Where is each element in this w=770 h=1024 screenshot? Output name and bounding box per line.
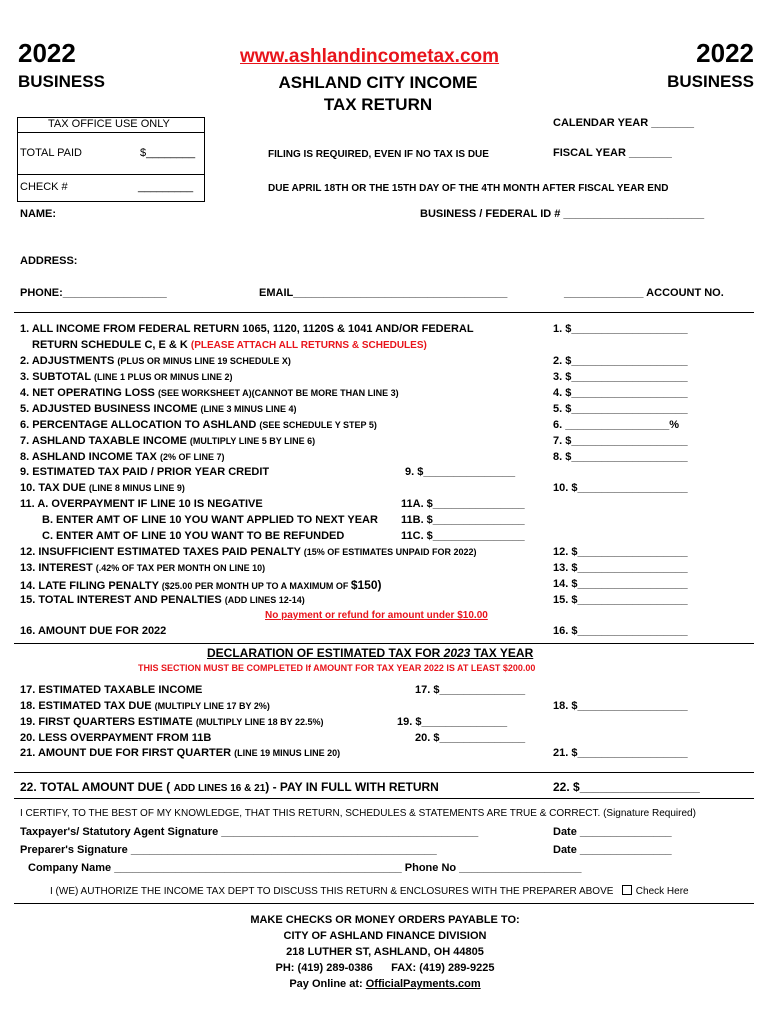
line-15-label (20, 594, 305, 606)
line-12-label (20, 546, 477, 558)
company-phone-field[interactable]: Company Name _______________________________________________ Phone No ____________________ (28, 862, 582, 874)
line-18-label (20, 700, 270, 712)
line-6-note: (SEE SCHEDULE Y STEP 5) (259, 420, 377, 430)
line-16-label: 16. AMOUNT DUE FOR 2022 (20, 625, 167, 637)
payee-phone: PH: (419) 289-0386 (275, 962, 373, 974)
line-2-note: (PLUS OR MINUS LINE 19 SCHEDULE X) (117, 356, 291, 366)
line-11b-field[interactable]: 11B. $_______________ (401, 514, 525, 526)
line-8-label (20, 451, 224, 463)
line-6-label (20, 419, 377, 431)
line-17-label: 17. ESTIMATED TAXABLE INCOME (20, 684, 203, 696)
line-14-note: ($25.00 PER MONTH UP TO A MAXIMUM OF (161, 581, 351, 591)
line-9-label: 9. ESTIMATED TAX PAID / PRIOR YEAR CREDIT (20, 466, 270, 478)
line-11b-label: B. ENTER AMT OF LINE 10 YOU WANT APPLIED TO NEXT YEAR (42, 514, 378, 526)
website-link[interactable]: www.ashlandincometax.com (240, 46, 500, 67)
account-number-field[interactable]: _____________ ACCOUNT NO. (564, 287, 724, 299)
line-15-label-main: 15. TOTAL INTEREST AND PENALTIES (20, 594, 225, 606)
line-7-label-main: 7. ASHLAND TAXABLE INCOME (20, 435, 190, 447)
form-title (228, 72, 528, 116)
declaration-title-post: TAX YEAR (470, 646, 534, 660)
authorization-statement (50, 885, 689, 897)
line-11a-label: 11. A. OVERPAYMENT IF LINE 10 IS NEGATIVE (20, 498, 263, 510)
line-1-label-cont (32, 339, 427, 351)
line-18-label-main: 18. ESTIMATED TAX DUE (20, 700, 155, 712)
line-10-label (20, 482, 185, 494)
line-16-field[interactable]: 16. $__________________ (553, 625, 688, 637)
line-1-label: 1. ALL INCOME FROM FEDERAL RETURN 1065, 1120, 1120S & 1041 AND/OR FEDERAL (20, 323, 474, 335)
line-5-label (20, 403, 297, 415)
line-1-field[interactable]: 1. $___________________ (553, 323, 688, 335)
due-date-note: DUE APRIL 18TH OR THE 15TH DAY OF THE 4TH MONTH AFTER FISCAL YEAR END (268, 183, 669, 194)
preparer-signature-field[interactable]: Preparer's Signature __________________________________________________ (20, 844, 437, 856)
line-15-field[interactable]: 15. $__________________ (553, 594, 688, 606)
line-14-label (20, 578, 382, 592)
total-paid-label: TOTAL PAID (20, 147, 82, 159)
line-12-field[interactable]: 12. $__________________ (553, 546, 688, 558)
line-13-label (20, 562, 265, 574)
line-11a-field[interactable]: 11A. $_______________ (401, 498, 525, 510)
check-number-label: CHECK # (20, 181, 68, 193)
line-22-label-main: 22. TOTAL AMOUNT DUE ( (20, 780, 174, 794)
line-8-note: (2% OF LINE 7) (159, 452, 225, 462)
total-paid-field[interactable]: $________ (140, 147, 196, 159)
line-19-field[interactable]: 19. $______________ (397, 716, 508, 728)
payee-fax: FAX: (419) 289-9225 (391, 962, 495, 974)
line-20-field[interactable]: 20. $______________ (415, 732, 526, 744)
line-14-label-main: 14. LATE FILING PENALTY (20, 580, 162, 592)
line-13-field[interactable]: 13. $__________________ (553, 562, 688, 574)
line-3-label-main: 3. SUBTOTAL (20, 371, 94, 383)
payee-address: 218 LUTHER ST, ASHLAND, OH 44805 (286, 946, 484, 958)
payee-phone-fax (0, 960, 770, 976)
line-4-label-main: 4. NET OPERATING LOSS (20, 387, 158, 399)
line-17-field[interactable]: 17. $______________ (415, 684, 526, 696)
line-4-note: (SEE WORKSHEET A)(CANNOT BE MORE THAN LINE 3) (157, 388, 399, 398)
line-18-field[interactable]: 18. $__________________ (553, 700, 688, 712)
line-8-label-main: 8. ASHLAND INCOME TAX (20, 451, 160, 463)
preparer-date-field[interactable]: Date _______________ (553, 844, 672, 856)
check-here-label: Check Here (635, 886, 689, 897)
line-2-label (20, 355, 291, 367)
email-field[interactable]: EMAIL___________________________________ (259, 287, 508, 299)
authorization-text: I (WE) AUTHORIZE THE INCOME TAX DEPT TO DISCUSS THIS RETURN & ENCLOSURES WITH THE PREPARER ABOVE (50, 886, 614, 897)
line-15-note: (ADD LINES 12-14) (224, 595, 305, 605)
line-5-label-main: 5. ADJUSTED BUSINESS INCOME (20, 403, 201, 415)
line-9-field[interactable]: 9. $_______________ (405, 466, 516, 478)
line-14-max: $150) (350, 578, 382, 592)
certification-statement: I CERTIFY, TO THE BEST OF MY KNOWLEDGE, THAT THIS RETURN, SCHEDULES & STATEMENTS ARE TRUE & CORRECT. (Signature Required) (20, 808, 696, 819)
payee-name: CITY OF ASHLAND FINANCE DIVISION (283, 930, 487, 942)
line-1-label-cont-main: RETURN SCHEDULE C, E & K (32, 339, 191, 351)
calendar-year-field[interactable]: CALENDAR YEAR _______ (553, 117, 695, 129)
taxpayer-signature-field[interactable]: Taxpayer's/ Statutory Agent Signature __________________________________________ (20, 826, 479, 838)
line-22-note: ADD LINES 16 & 21 (173, 783, 266, 794)
line-13-label-main: 13. INTEREST (20, 562, 96, 574)
line-10-label-main: 10. TAX DUE (20, 482, 89, 494)
line-12-label-main: 12. INSUFFICIENT ESTIMATED TAXES PAID PENALTY (20, 546, 304, 558)
line-13-note: (.42% OF TAX PER MONTH ON LINE 10) (95, 563, 266, 573)
name-label: NAME: (20, 208, 57, 220)
form-title-line1: ASHLAND CITY INCOME (278, 73, 478, 92)
authorize-checkbox[interactable] (622, 885, 632, 895)
line-21-label (20, 747, 340, 759)
pay-online-label: Pay Online at: (289, 978, 366, 990)
line-3-note: (LINE 1 PLUS OR MINUS LINE 2) (93, 372, 233, 382)
line-19-note: (MULTIPLY LINE 18 BY 22.5%) (195, 717, 324, 727)
line-7-label (20, 435, 315, 447)
line-14-field[interactable]: 14. $__________________ (553, 578, 688, 590)
line-10-note: (LINE 8 MINUS LINE 9) (88, 483, 185, 493)
line-2-label-main: 2. ADJUSTMENTS (20, 355, 118, 367)
address-label: ADDRESS: (20, 255, 78, 267)
year-right: 2022 (696, 38, 754, 68)
taxpayer-date-field[interactable]: Date _______________ (553, 826, 672, 838)
line-11c-field[interactable]: 11C. $_______________ (401, 530, 525, 542)
line-5-field[interactable]: 5. $___________________ (553, 403, 688, 415)
line-4-label (20, 387, 399, 399)
no-payment-note: No payment or refund for amount under $10.00 (265, 610, 488, 621)
line-2-field[interactable]: 2. $___________________ (553, 355, 688, 367)
line-7-note: (MULTIPLY LINE 5 BY LINE 6) (189, 436, 316, 446)
line-21-field[interactable]: 21. $__________________ (553, 747, 688, 759)
line-1-attach-note: (PLEASE ATTACH ALL RETURNS & SCHEDULES) (190, 340, 427, 351)
form-title-line2: TAX RETURN (323, 95, 433, 114)
line-5-note: (LINE 3 MINUS LINE 4) (200, 404, 297, 414)
filing-required-note: FILING IS REQUIRED, EVEN IF NO TAX IS DUE (268, 149, 489, 160)
year-left: 2022 (18, 38, 76, 68)
federal-id-field[interactable]: BUSINESS / FEDERAL ID # _______________________ (420, 208, 705, 220)
line-7-field[interactable]: 7. $___________________ (553, 435, 688, 447)
line-4-field[interactable]: 4. $___________________ (553, 387, 688, 399)
line-8-field[interactable]: 8. $___________________ (553, 451, 688, 463)
line-10-field[interactable]: 10. $__________________ (553, 482, 688, 494)
line-11c-label: C. ENTER AMT OF LINE 10 YOU WANT TO BE REFUNDED (42, 530, 345, 542)
line-18-note: (MULTIPLY LINE 17 BY 2%) (154, 701, 270, 711)
line-3-field[interactable]: 3. $___________________ (553, 371, 688, 383)
fiscal-year-field[interactable]: FISCAL YEAR _______ (553, 147, 672, 159)
payable-to-heading: MAKE CHECKS OR MONEY ORDERS PAYABLE TO: (250, 914, 520, 926)
official-payments-link[interactable]: OfficialPayments.com (365, 978, 481, 990)
declaration-subtitle: THIS SECTION MUST BE COMPLETED If AMOUNT FOR TAX YEAR 2022 IS AT LEAST $200.00 (138, 663, 536, 673)
line-22-label (20, 780, 439, 794)
business-label-right: BUSINESS (667, 72, 754, 91)
check-number-field[interactable]: _________ (138, 181, 194, 193)
line-20-label: 20. LESS OVERPAYMENT FROM 11B (20, 732, 212, 744)
pay-online (0, 976, 770, 992)
business-label-left: BUSINESS (18, 72, 105, 91)
phone-field[interactable]: PHONE:_________________ (20, 287, 167, 299)
tax-office-title: TAX OFFICE USE ONLY (48, 118, 170, 130)
declaration-title-year: 2023 (443, 646, 471, 660)
line-6-label-main: 6. PERCENTAGE ALLOCATION TO ASHLAND (20, 419, 260, 431)
line-19-label (20, 716, 324, 728)
line-21-note: (LINE 19 MINUS LINE 20) (234, 748, 341, 758)
line-12-note: (15% OF ESTIMATES UNPAID FOR 2022) (303, 547, 477, 557)
declaration-title-pre: DECLARATION OF ESTIMATED TAX FOR (207, 646, 444, 660)
line-3-label (20, 371, 232, 383)
line-6-field[interactable]: 6. _________________% (553, 419, 680, 431)
line-22-label-post: ) - PAY IN FULL WITH RETURN (265, 780, 439, 794)
payment-info (0, 912, 770, 992)
declaration-title (207, 646, 533, 660)
line-19-label-main: 19. FIRST QUARTERS ESTIMATE (20, 716, 196, 728)
line-22-field[interactable]: 22. $__________________ (553, 780, 700, 794)
line-21-label-main: 21. AMOUNT DUE FOR FIRST QUARTER (20, 747, 235, 759)
